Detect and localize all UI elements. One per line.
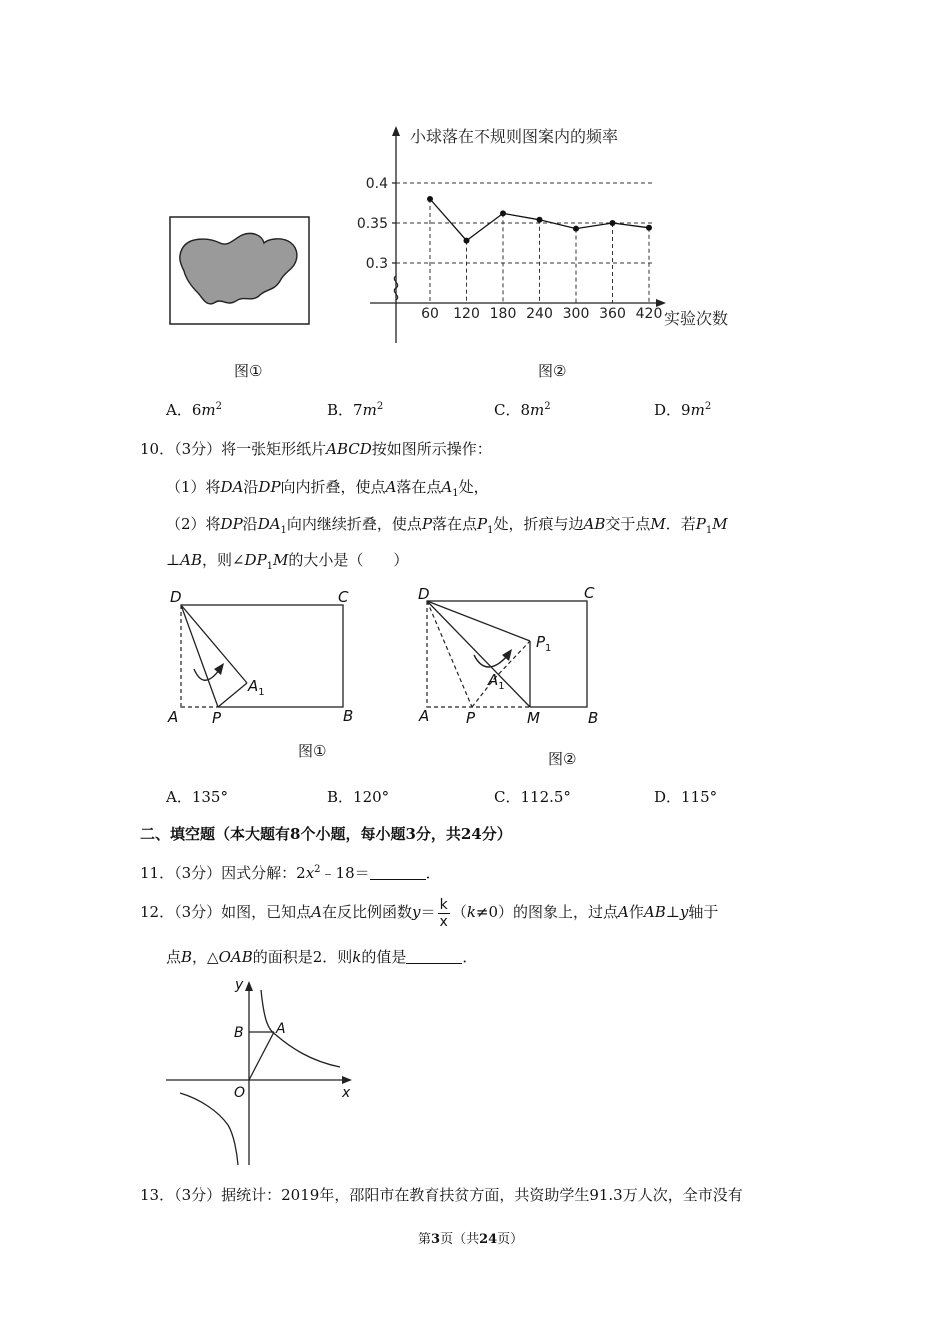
label-m: M: [527, 709, 540, 727]
q11: 11．（3分）因式分解：$2x^2﹣18=$ ．: [140, 864, 441, 882]
q9-figure-1: [168, 215, 313, 327]
x-tick-label: 60: [421, 306, 439, 322]
data-point: [464, 238, 470, 244]
x-axis-label: 实验次数: [664, 309, 729, 328]
q9-option-d[interactable]: D．$9m^2$: [654, 401, 712, 419]
q9-figure-2-caption: 图②: [538, 362, 567, 380]
x-axis-arrow: [342, 1076, 352, 1084]
data-point: [573, 226, 579, 232]
q10-option-d[interactable]: D．115°: [654, 788, 718, 806]
q10-figure-1-caption: 图①: [298, 742, 327, 760]
label-x: x: [342, 1085, 351, 1101]
y-tick-label: 0.4: [365, 176, 388, 192]
y-axis-arrow: [245, 981, 253, 991]
q12-answer-blank[interactable]: [406, 949, 462, 964]
data-point: [500, 210, 506, 216]
label-a1: $A_1$: [248, 677, 265, 698]
q10-figure-2: [410, 583, 620, 733]
section-2-heading: 二、填空题（本大题有8个小题，每小题3分，共24分）: [140, 825, 512, 843]
label-p1: $P_1$: [536, 633, 552, 654]
q10-step-2: （2）将DP沿$DA_1$向内继续折叠，使点P落在点$P_1$处，折痕与边AB交于点M．若$P_1M$: [166, 515, 728, 536]
fold-da1: [181, 605, 247, 683]
q10-figure-1: [160, 583, 370, 733]
q12-line-2: 点B，△OAB的面积是2．则k的值是 ．: [166, 948, 478, 966]
dashed-dp: [427, 601, 472, 707]
k-over-x-fraction: $\frac{k}{x}$: [439, 896, 448, 930]
dashed-a1p1: [494, 641, 530, 679]
label-d: D: [418, 585, 430, 603]
label-b: B: [588, 709, 599, 727]
chart-title: 小球落在不规则图案内的频率: [410, 127, 619, 146]
q10-option-c[interactable]: C．112.5°: [494, 788, 571, 806]
fold-dp: [181, 605, 218, 707]
q12-line-1: 12．（3分）如图，已知点A在反比例函数y＝ $\frac{k}{x}$ （k≠0）的图象上，过点A作AB⊥y轴于: [140, 896, 719, 930]
q11-answer-blank[interactable]: [370, 865, 426, 880]
label-b: B: [343, 707, 354, 725]
label-a: A: [276, 1021, 286, 1037]
label-p: P: [466, 709, 476, 727]
x-tick-label: 120: [453, 306, 480, 322]
data-point: [610, 220, 616, 226]
q9-option-a[interactable]: A．$6m^2$: [166, 401, 222, 419]
y-tick-label: 0.3: [365, 256, 388, 272]
label-a: A: [168, 708, 179, 726]
q10-figure-2-caption: 图②: [548, 750, 577, 768]
data-point: [427, 196, 433, 202]
y-tick-label: 0.35: [356, 216, 388, 232]
label-c: C: [338, 588, 349, 606]
q9-option-b[interactable]: B．$7m^2$: [327, 401, 384, 419]
hyperbola-branch-2: [180, 1093, 238, 1165]
x-tick-label: 420: [635, 306, 663, 322]
x-tick-label: 240: [526, 306, 553, 322]
q10-option-b[interactable]: B．120°: [327, 788, 390, 806]
q10-step-1: （1）将DA沿DP向内折叠，使点A落在点$A_1$处，: [166, 478, 489, 499]
label-b: B: [234, 1025, 244, 1041]
label-c: C: [584, 584, 595, 602]
segment-oa: [249, 1032, 274, 1080]
q12-hyperbola-graph: [160, 975, 360, 1170]
fold-arrowhead: [214, 663, 224, 675]
data-point: [646, 225, 652, 231]
q10-step-2-cont: ⊥AB，则$\angle DP_1M$的大小是（ ）: [166, 551, 409, 572]
data-point: [537, 217, 543, 223]
page-footer: 第3页（共24页）: [418, 1232, 524, 1247]
q13: 13．（3分）据统计：2019年，邵阳市在教育扶贫方面，共资助学生91.3万人次，全市没有: [140, 1186, 743, 1204]
hyperbola-branch-1: [261, 990, 340, 1067]
fold-arrow: [474, 655, 508, 667]
q9-option-c[interactable]: C．$8m^2$: [494, 401, 551, 419]
label-y: y: [235, 977, 244, 993]
q10-stem: 10．（3分）将一张矩形纸片ABCD按如图所示操作：: [140, 440, 492, 458]
q9-frequency-chart: [356, 118, 760, 350]
label-a: A: [419, 707, 430, 725]
fold-dm: [427, 601, 530, 707]
q9-figure-1-caption: 图①: [234, 362, 263, 380]
x-tick-label: 180: [489, 306, 517, 322]
label-o: O: [234, 1085, 246, 1101]
x-tick-label: 360: [599, 306, 626, 322]
fold-pa1: [218, 683, 247, 707]
label-p: P: [212, 709, 222, 727]
x-tick-label: 300: [562, 306, 590, 322]
fold-dp1: [427, 601, 530, 641]
label-a1: $A_1$: [488, 671, 505, 692]
label-d: D: [170, 588, 182, 606]
y-axis-arrow: [392, 126, 400, 136]
q10-option-a[interactable]: A．135°: [166, 788, 228, 806]
